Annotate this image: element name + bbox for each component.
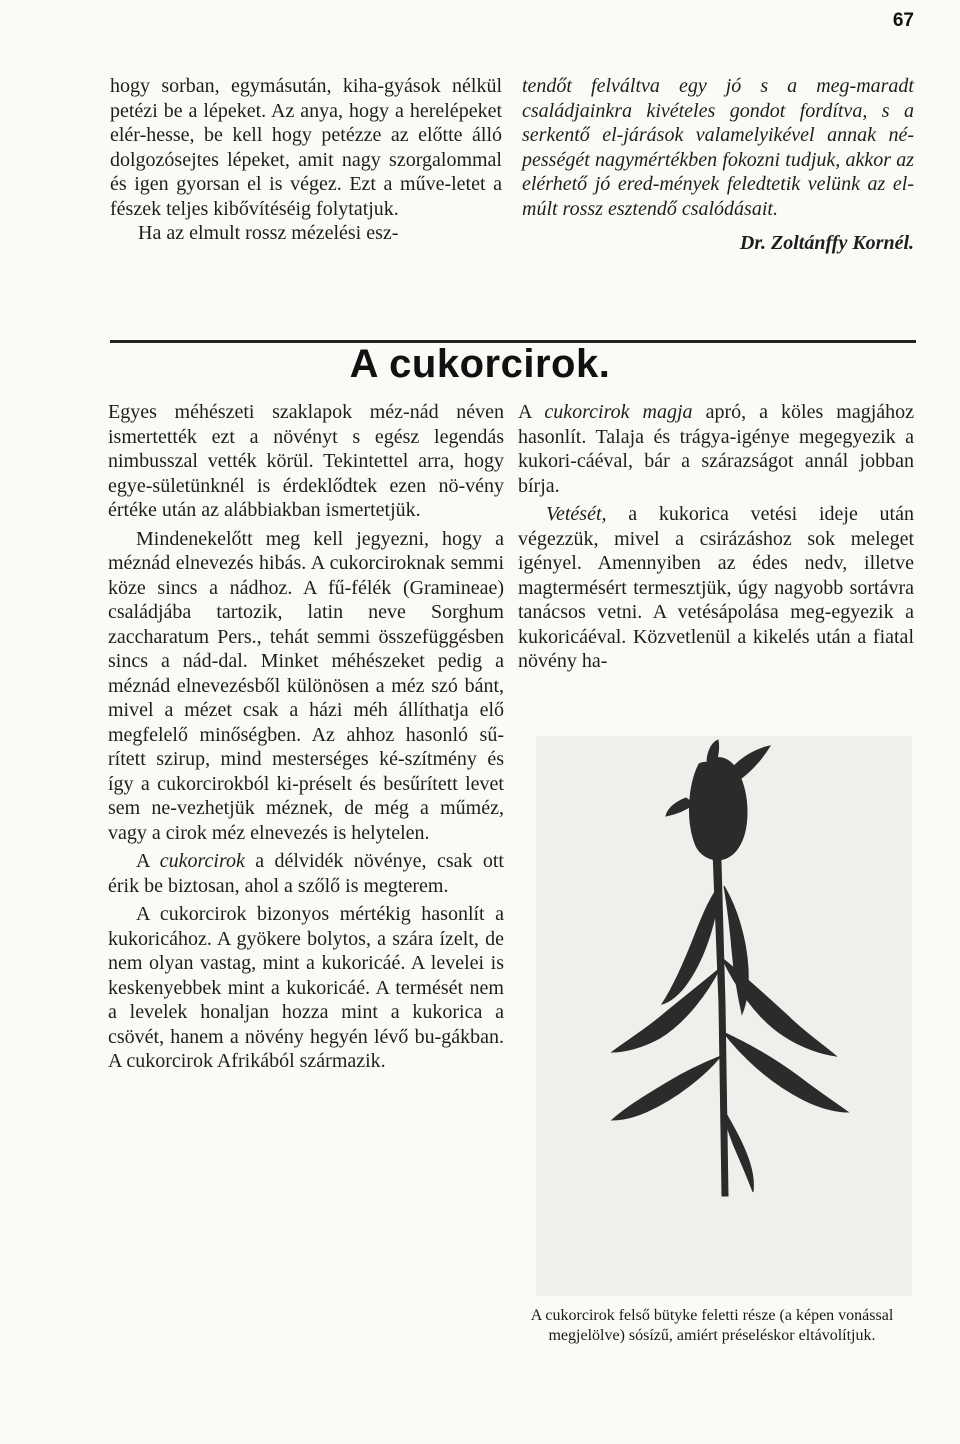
left-paragraph-1: Egyes méhészeti szaklapok méz-nád néven ismertették ezt a növényt s egész legendás nimbusszal vették körül. Tekintettel arra, hogy egye-sületünknél is érdeklődtek ezen nö-vény értéke után az alábbiakban ismertetjük.: [108, 401, 504, 521]
p1-emphasis: cukorcirok magja: [544, 401, 693, 423]
sorghum-illustration: [536, 736, 912, 1296]
left-paragraph-2: Mindenekelőtt meg kell jegyezni, hogy a méznád elnevezés hibás. A cukorciroknak semmi köze sincs a nádhoz. A fű-félék (Gramineae) családjába tartozik, latin neve Sorghum zaccharatum Pers., tehát semmi összefüggésben sincs a nád-dal. Minket méhészeket pedig a méznád elnevezésből különösen a méz szó bánt, mivel a mézet csak a házi méh állíthatja elő megfelelő minőségben. Az ahhoz hasonló sű-rített szirup, mind mesterséges ké-szítmény és így a cukorcirokból ki-préselt és besűrített levet sem ne-vezhetjük méznek, de még a műméz, vagy a cirok méz elnevezés is helytelen.: [108, 527, 504, 844]
left-paragraph-3: [108, 849, 504, 898]
figure-caption: [510, 1306, 914, 1346]
plant-figure: [536, 736, 912, 1296]
top-right-paragraph: tendőt felváltva egy jó s a meg-maradt családjainkra kivételes gondot fordítva, s a serkentő el-járások valamelyikével annak né-pességét nagymértékben fokozni tudjuk, akkor az elérhető jó ered-mények feledtetik velünk az el-múlt rossz esztendő csalódásait.: [522, 75, 914, 220]
left-paragraph-4: A cukorcirok bizonyos mértékig hasonlít a kukoricához. A gyökere bolytos, a szára ízelt, de nem olyan vastag, mint a kukoricáé. A levelei is keskenyebbek mint a kukoricáé. A termését nem a levelek honaljan hozza mint a kukorica a csövét, hanem a növény hegyén lévő bu-gákban. A cukorcirok Afrikából származik.: [108, 903, 504, 1072]
p3-emphasis: cukorcirok: [159, 850, 245, 872]
article-title: A cukorcirok.: [349, 342, 611, 386]
p2-text: a kukorica vetési ideje után végezzük, mivel a csirázáshoz sok meleget igényel. Amennyiben az édes nedv, illetve magtermésért termesztjük, úgy nagyobb sortávra tanácsos vetni. A vetésápolása meg-egyezik a kukoricáéval. Közvetlenül a kikelés után a fiatal növény ha-: [518, 503, 914, 672]
p2-emphasis: Vetését,: [546, 503, 607, 525]
top-left-paragraph-2: Ha az elmult rossz mézelési esz-: [138, 222, 399, 244]
top-left-paragraph-1: hogy sorban, egymásután, kiha-gyások nélkül petézi be a lépeket. Az anya, hogy a herelépeket elér-hesse, be kell hogy petézze az előtte álló dolgozósejtes lépeket, amit nagy szorgalommal és igen gyorsan el is végez. Ezt a műve-letet a fészek teljes kibővítéséig folytatjuk.: [110, 75, 502, 220]
caption-text: A cukorcirok felső bütyke feletti része (a képen vonással megjelölve) sósízű, amiért préseléskor eltávolítjuk.: [530, 1307, 894, 1344]
top-right-column: [522, 74, 914, 256]
page-number: 67: [892, 10, 914, 31]
right-article-column: [518, 400, 914, 674]
right-paragraph-1: [518, 400, 914, 498]
p3-suffix: a délvidék növénye, csak ott érik be biztosan, ahol a szőlő is megterem.: [108, 850, 504, 897]
author-signature: Dr. Zoltánffy Kornél.: [739, 232, 914, 254]
p1-prefix: A: [518, 401, 545, 423]
p3-prefix: A: [136, 850, 160, 872]
left-article-column: [108, 400, 504, 1074]
top-left-column: [110, 74, 502, 246]
p1-suffix: apró, a köles magjához hasonlít. Talaja és trágya-igénye megegyezik a kukori-cáéval, bár a szárazságot annál jobban bírja.: [518, 401, 915, 497]
right-paragraph-2: [518, 502, 914, 674]
